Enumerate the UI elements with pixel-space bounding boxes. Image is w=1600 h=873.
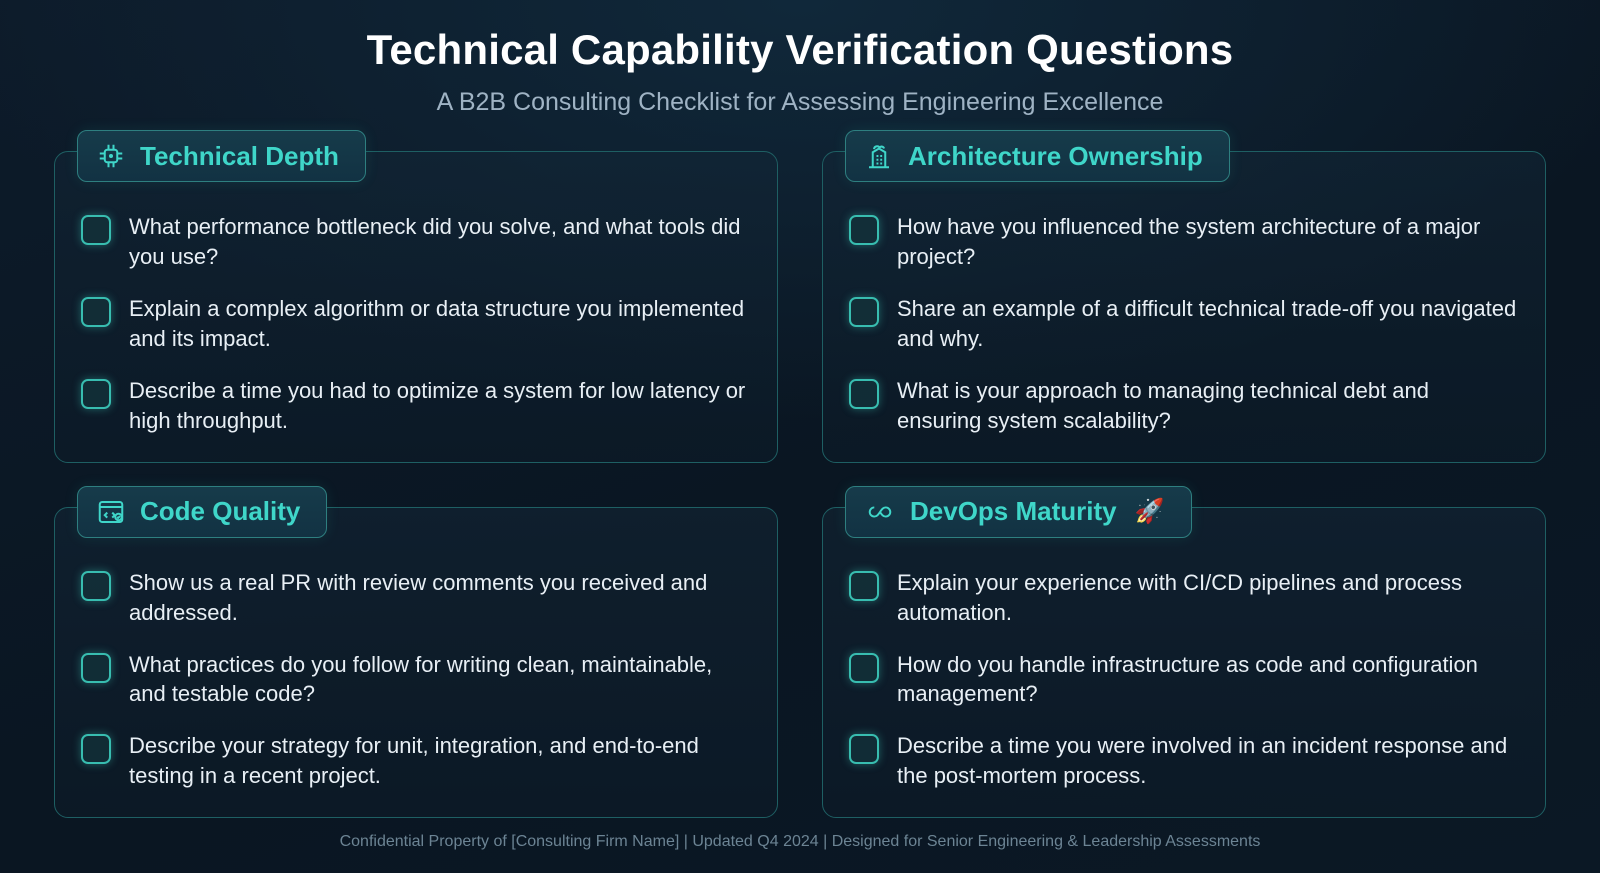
category-card-devops-maturity xyxy=(822,496,1546,818)
category-card-code-quality xyxy=(54,496,778,818)
question-text: What performance bottleneck did you solve, and what tools did you use? xyxy=(129,214,741,270)
question-text: Describe a time you had to optimize a system for low latency or high throughput. xyxy=(129,377,746,433)
question-checkbox[interactable] xyxy=(81,379,111,409)
card-header xyxy=(845,486,1192,538)
question-row[interactable] xyxy=(81,294,751,354)
question-checkbox[interactable] xyxy=(81,297,111,327)
category-card-architecture-ownership xyxy=(822,140,1546,462)
question-checkbox[interactable] xyxy=(81,653,111,683)
question-list xyxy=(81,212,751,435)
card-header xyxy=(77,486,327,538)
building-cloud-icon xyxy=(864,141,894,171)
question-checkbox[interactable] xyxy=(849,215,879,245)
question-row[interactable] xyxy=(849,568,1519,628)
category-grid xyxy=(54,140,1546,818)
question-row[interactable] xyxy=(81,212,751,272)
question-text: Share an example of a difficult technical trade-off you navigated and why. xyxy=(897,296,1517,352)
card-title: Architecture Ownership xyxy=(908,140,1203,171)
card-title: Code Quality xyxy=(140,496,301,527)
question-text: Describe a time you were involved in an incident response and the post-mortem process. xyxy=(897,733,1508,789)
question-checkbox[interactable] xyxy=(81,734,111,764)
question-row[interactable] xyxy=(849,731,1519,791)
question-row[interactable] xyxy=(81,650,751,710)
page-title: Technical Capability Verification Questions xyxy=(366,26,1234,73)
page-header xyxy=(0,0,1600,117)
question-list xyxy=(849,212,1519,435)
question-checkbox[interactable] xyxy=(849,297,879,327)
question-checkbox[interactable] xyxy=(81,571,111,601)
chip-ai-icon xyxy=(96,141,126,171)
question-row[interactable] xyxy=(849,650,1519,710)
card-header xyxy=(845,130,1230,182)
question-text: How have you influenced the system architecture of a major project? xyxy=(897,214,1481,270)
question-row[interactable] xyxy=(849,294,1519,354)
footer-text: Confidential Property of [Consulting Firm Name] | Updated Q4 2024 | Designed for Senior Engineering & Leadership Assessments xyxy=(339,833,1261,850)
question-text: What practices do you follow for writing clean, maintainable, and testable code? xyxy=(129,651,713,707)
question-row[interactable] xyxy=(849,212,1519,272)
card-header xyxy=(77,130,366,182)
category-card-technical-depth xyxy=(54,140,778,462)
card-title: DevOps Maturity xyxy=(910,496,1117,527)
question-row[interactable] xyxy=(81,568,751,628)
question-list xyxy=(849,568,1519,791)
question-checkbox[interactable] xyxy=(849,571,879,601)
question-checkbox[interactable] xyxy=(849,379,879,409)
question-text: What is your approach to managing technical debt and ensuring system scalability? xyxy=(897,377,1429,433)
code-window-check-icon xyxy=(96,497,126,527)
card-title: Technical Depth xyxy=(140,140,339,171)
question-checkbox[interactable] xyxy=(81,215,111,245)
question-text: Explain your experience with CI/CD pipelines and process automation. xyxy=(897,569,1462,625)
question-text: Show us a real PR with review comments you received and addressed. xyxy=(129,569,708,625)
page-subtitle: A B2B Consulting Checklist for Assessing Engineering Excellence xyxy=(436,88,1164,117)
question-text: Describe your strategy for unit, integration, and end-to-end testing in a recent project. xyxy=(129,733,699,789)
question-text: How do you handle infrastructure as code and configuration management? xyxy=(897,651,1478,707)
question-text: Explain a complex algorithm or data structure you implemented and its impact. xyxy=(129,296,745,352)
question-checkbox[interactable] xyxy=(849,653,879,683)
question-checkbox[interactable] xyxy=(849,734,879,764)
question-list xyxy=(81,568,751,791)
question-row[interactable] xyxy=(81,731,751,791)
rocket-icon: 🚀 xyxy=(1134,498,1165,526)
question-row[interactable] xyxy=(81,376,751,436)
question-row[interactable] xyxy=(849,376,1519,436)
infinity-icon xyxy=(864,497,896,527)
